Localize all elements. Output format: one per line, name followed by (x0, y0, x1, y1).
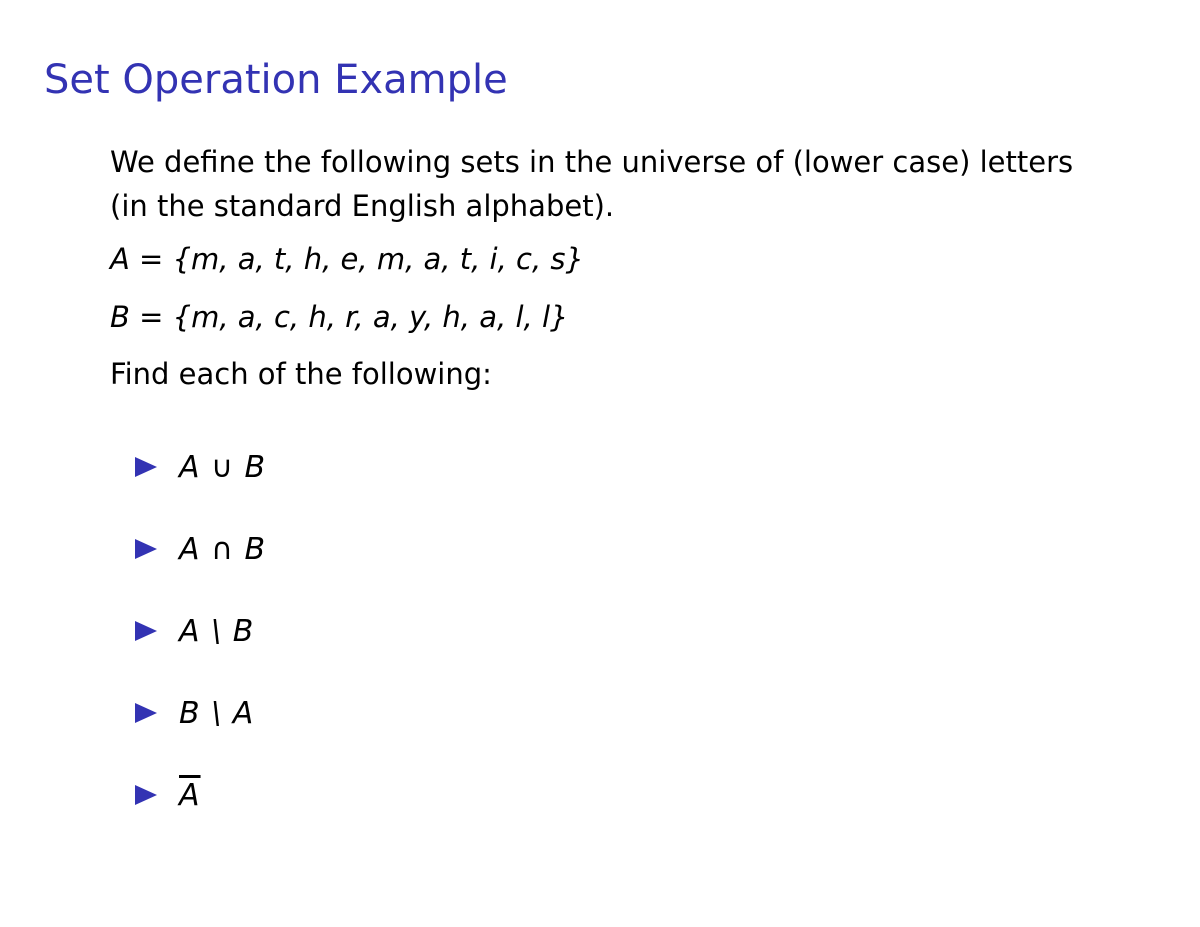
triangle-bullet-icon (135, 621, 157, 641)
slide-title: Set Operation Example (44, 57, 508, 103)
triangle-bullet-icon (135, 457, 157, 477)
intro-text (110, 141, 1150, 228)
list-item (135, 440, 266, 494)
list-item (135, 604, 266, 658)
intro-line-2: (in the standard English alphabet). (110, 188, 615, 223)
find-instruction: Find each of the following: (110, 357, 492, 391)
set-a-definition: A = {m, a, t, h, e, m, a, t, i, c, s} (110, 242, 584, 276)
set-b-definition: B = {m, a, c, h, r, a, y, h, a, l, l} (110, 299, 569, 334)
triangle-bullet-icon (135, 703, 157, 723)
operations-list (135, 440, 266, 850)
union-expression: A ∪ B (179, 449, 267, 485)
list-item (135, 768, 266, 822)
triangle-bullet-icon (135, 785, 157, 805)
slide-body (110, 141, 1150, 397)
difference-a-b-expression: A \ B (179, 613, 255, 649)
intro-line-1: We define the following sets in the universe of (lower case) letters (110, 145, 1074, 179)
triangle-bullet-icon (135, 539, 157, 559)
difference-b-a-expression: B \ A (179, 695, 255, 731)
list-item (135, 522, 266, 576)
intersection-expression: A ∩ B (179, 531, 267, 567)
complement-expression: $\overline{A}$ (179, 777, 201, 813)
list-item (135, 686, 266, 740)
